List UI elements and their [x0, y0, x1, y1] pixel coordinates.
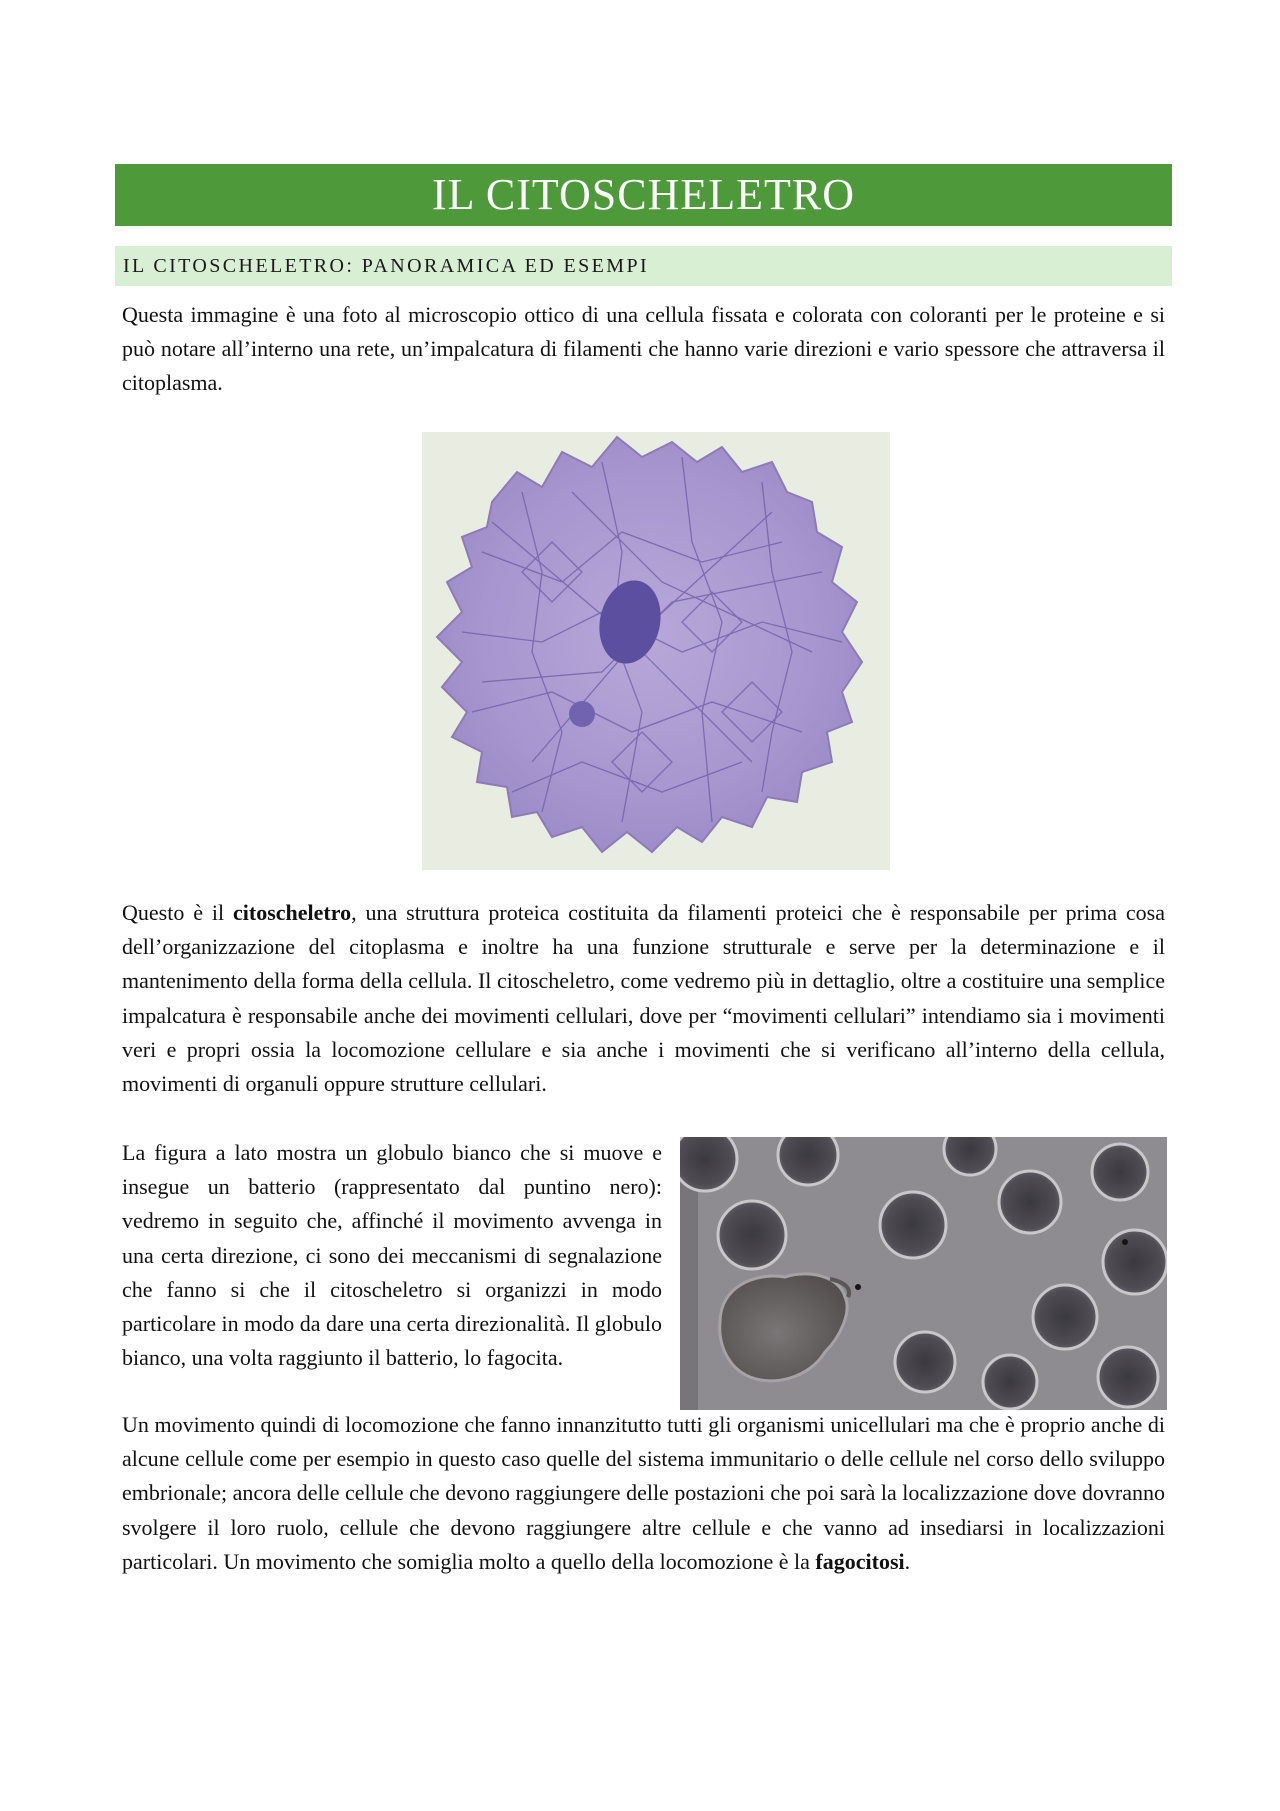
- paragraph-intro-text: Questa immagine è una foto al microscopio ottico di una cellula fissata e colorata con coloranti per le proteine e si può notare all’interno una rete, un’impalcatura di filamenti che hanno varie direzioni e vario spessore che attraversa il citoplasma.: [122, 302, 1165, 396]
- paragraph-text: , una struttura proteica costituita da filamenti proteici che è responsabile per prima cosa dell’organizzazione del citoplasma e inoltre ha una funzione strutturale e serve per la determinazione e il mantenimento della forma della cellula. Il citoscheletro, come vedremo più in dettaglio, oltre a costituire una semplice impalcatura è responsabile anche dei movimenti cellulari, dove per “movimenti cellulari” intendiamo sia i movimenti veri e propri ossia la locomozione cellulare e sia anche i movimenti che si verificano all’interno della cellula, movimenti di organuli oppure strutture cellulari.: [122, 900, 1165, 1097]
- white-blood-cell-micrograph: [680, 1137, 1167, 1410]
- paragraph-locomotion: [122, 1408, 1165, 1579]
- paragraph-wbc-text: La figura a lato mostra un globulo bianco che si muove e insegue un batterio (rappresentato dal puntino nero): vedremo in seguito che, affinché il movimento avvenga in una certa direzione, ci sono dei meccanismi di segnalazione che fanno si che il citoscheletro si organizzi in modo particolare in modo da dare una certa direzionalità. Il globulo bianco, una volta raggiunto il batterio, lo fagocita.: [122, 1140, 662, 1371]
- paragraph-cytoskeleton: [122, 896, 1165, 1101]
- cytoskeleton-micrograph: [422, 432, 890, 870]
- paragraph-text: Un movimento quindi di locomozione che fanno innanzitutto tutti gli organismi unicellulari ma che è proprio anche di alcune cellule come per esempio in questo caso quelle del sistema immunitario o delle cellule nel corso dello sviluppo embrionale; ancora delle cellule che devono raggiungere delle postazioni che poi sarà la localizzazione dove dovranno svolgere il loro ruolo, cellule che devono raggiungere altre cellule e che vanno ad insediarsi in localizzazioni particolari. Un movimento che somiglia molto a quello della locomozione è la: [122, 1412, 1165, 1574]
- paragraph-white-blood-cell: [122, 1136, 662, 1375]
- paragraph-intro: [122, 298, 1165, 401]
- term-fagocitosi: fagocitosi: [815, 1548, 905, 1574]
- paragraph-text: Questo è il: [122, 900, 234, 925]
- paragraph-text: .: [904, 1548, 911, 1574]
- term-citoscheletro: citoscheletro: [233, 900, 352, 925]
- page-title: IL CITOSCHELETRO: [115, 164, 1172, 226]
- section-heading: IL CITOSCHELETRO: PANORAMICA ED ESEMPI: [115, 246, 1172, 286]
